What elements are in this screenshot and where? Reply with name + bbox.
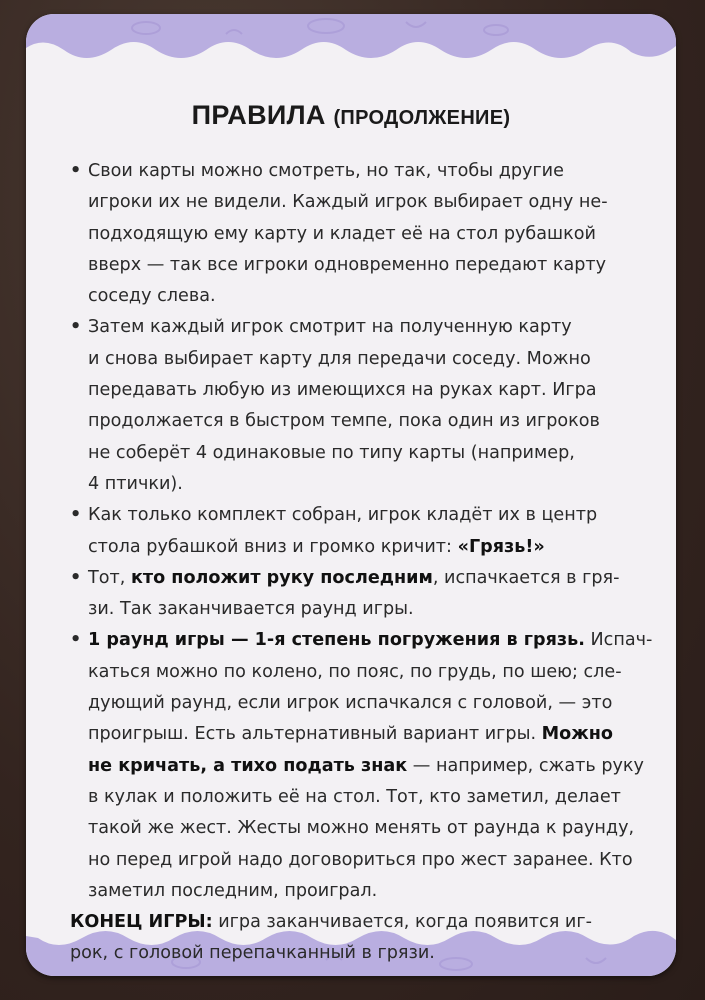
text-line — [88, 532, 646, 563]
game-end-paragraph — [70, 907, 646, 970]
text-line — [88, 563, 646, 594]
text-line: и снова выбирает карту для передачи соседу. Можно — [88, 348, 591, 369]
text-line: продолжается в быстром темпе, пока один из игроков — [88, 411, 600, 432]
text-line: рок, с головой перепачканный в грязи. — [70, 943, 435, 964]
text-span: Испач- — [584, 630, 653, 651]
rule-paragraph-1 — [70, 156, 646, 312]
text-line: вверх — так все игроки одновременно передают карту — [88, 254, 607, 275]
text-line: игроки их не видели. Каждый игрок выбирает одну не- — [88, 192, 608, 213]
bullet-icon: • — [70, 505, 82, 526]
text-line: 4 птички). — [88, 473, 183, 494]
text-span: игра заканчивается, когда появится иг- — [212, 912, 592, 933]
text-line: Затем каждый игрок смотрит на полученную карту — [88, 317, 572, 338]
bullet-icon: • — [70, 161, 82, 181]
title-main: ПРАВИЛА — [191, 100, 326, 130]
bold-text: 1 раунд игры — 1-я степень погружения в грязь. — [88, 630, 585, 651]
text-span: Тот, — [88, 567, 131, 588]
text-line: передавать любую из имеющихся на руках карт. Игра — [88, 380, 597, 401]
text-line: соседу слева. — [88, 286, 216, 307]
rule-card — [26, 14, 676, 976]
bullet-icon: • — [70, 630, 82, 651]
text-span: проигрыш. Есть альтернативный вариант игры. — [88, 724, 542, 745]
text-span: стола рубашкой вниз и громко кричит: — [88, 536, 458, 557]
text-line — [70, 907, 646, 938]
text-line: Как только комплект собран, игрок кладёт их в центр — [88, 505, 598, 526]
text-line: но перед игрой надо договориться про жест заранее. Кто — [88, 849, 633, 870]
rule-paragraph-2 — [70, 312, 646, 500]
bold-text: «Грязь!» — [457, 536, 545, 557]
bold-text: Можно — [541, 724, 614, 745]
bullet-icon: • — [70, 317, 82, 338]
text-line: в кулак и положить её на стол. Тот, кто заметил, делает — [88, 786, 621, 807]
text-span: — например, сжать руку — [407, 755, 644, 776]
bold-text: кто положит руку последним — [130, 567, 433, 588]
text-span: , испачкается в гря- — [432, 567, 620, 588]
rule-paragraph-3 — [70, 500, 646, 563]
rules-text — [70, 156, 653, 970]
rule-paragraph-5 — [70, 625, 653, 907]
text-line: зи. Так заканчивается раунд игры. — [88, 599, 414, 620]
top-scalloped-border — [26, 14, 676, 74]
text-line: дующий раунд, если игрок испачкался с головой, — это — [88, 693, 613, 714]
text-line: не соберёт 4 одинаковые по типу карты (например, — [88, 442, 575, 463]
title-subtitle: (ПРОДОЛЖЕНИЕ) — [333, 107, 511, 129]
game-end-label: КОНЕЦ ИГРЫ: — [70, 912, 213, 933]
text-line — [88, 751, 646, 782]
text-line — [88, 719, 646, 750]
rule-paragraph-4 — [70, 563, 646, 626]
bold-text: не кричать, а тихо подать знак — [88, 755, 408, 776]
card-title — [26, 100, 676, 131]
text-line: Свои карты можно смотреть, но так, чтобы другие — [88, 161, 564, 181]
text-line: заметил последним, проиграл. — [88, 880, 378, 901]
text-line — [88, 625, 653, 656]
bullet-icon: • — [70, 567, 82, 588]
text-line: такой же жест. Жесты можно менять от раунда к раунду, — [88, 818, 635, 839]
text-line: подходящую ему карту и кладет её на стол рубашкой — [88, 223, 596, 244]
text-line: каться можно по колено, по пояс, по грудь, по шею; сле- — [88, 661, 622, 682]
